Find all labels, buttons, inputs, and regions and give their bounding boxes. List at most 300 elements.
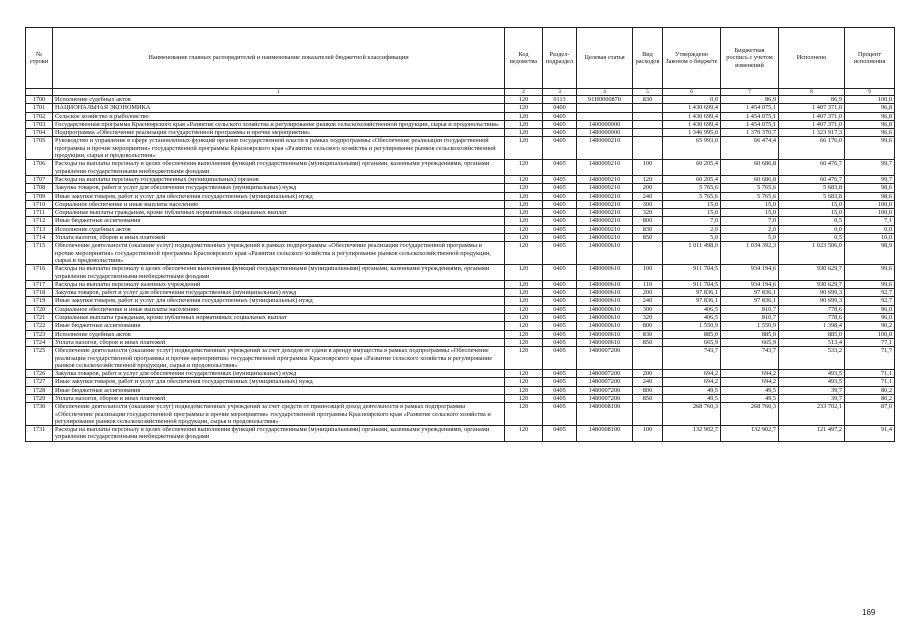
target-article: 1480000610: [577, 289, 633, 297]
dept-code: 120: [505, 234, 543, 242]
column-number: 2: [505, 89, 543, 96]
planned-amount: 15,0: [721, 200, 779, 208]
approved-amount: 15,0: [663, 200, 721, 208]
table-row: [26, 305, 895, 313]
row-number: 1729: [26, 394, 53, 402]
target-article: 1480007200: [577, 378, 633, 386]
row-name: Расходы на выплаты персоналу в целях обеспечения выполнения функций государственными (муниципальными) органами, казенными учреждениями, органами управления государственными внебюджетными фондами: [53, 265, 505, 281]
section-code: 0113: [543, 96, 577, 104]
table-row: [26, 330, 895, 338]
table-row: [26, 160, 895, 176]
table-row: [26, 289, 895, 297]
expense-type: [633, 120, 663, 128]
executed-amount: 121 497,2: [779, 426, 845, 442]
planned-amount: 694,2: [721, 378, 779, 386]
expense-type: 830: [633, 330, 663, 338]
planned-amount: 60 686,8: [721, 175, 779, 183]
approved-amount: 2,0: [663, 225, 721, 233]
section-code: 0405: [543, 322, 577, 330]
header-percent: Процент исполнения: [845, 28, 895, 89]
expense-type: [633, 104, 663, 112]
section-code: 0405: [543, 305, 577, 313]
target-article: 1480000210: [577, 160, 633, 176]
column-number: 8: [779, 89, 845, 96]
dept-code: 120: [505, 217, 543, 225]
column-number: 5: [633, 89, 663, 96]
dept-code: 120: [505, 184, 543, 192]
header-section: Раздел-подраздел: [543, 28, 577, 89]
expense-type: 850: [633, 338, 663, 346]
planned-amount: 743,7: [721, 347, 779, 370]
dept-code: 120: [505, 225, 543, 233]
approved-amount: 1 550,9: [663, 322, 721, 330]
executed-amount: 0,0: [779, 225, 845, 233]
execution-percent: 100,0: [845, 209, 895, 217]
executed-amount: 778,6: [779, 314, 845, 322]
executed-amount: 90 699,3: [779, 289, 845, 297]
expense-type: 240: [633, 297, 663, 305]
row-name: Государственная программа Красноярского края «Развитие сельского хозяйства и регулирование рынков сельскохозяйственной продукции, сырья и продовольствия»: [53, 120, 505, 128]
executed-amount: 778,6: [779, 305, 845, 313]
approved-amount: 5,0: [663, 234, 721, 242]
table-row: [26, 217, 895, 225]
table-row: [26, 370, 895, 378]
target-article: 1480000210: [577, 184, 633, 192]
row-number: 1707: [26, 175, 53, 183]
table-header-row: [26, 28, 895, 89]
expense-type: 800: [633, 386, 663, 394]
approved-amount: 49,5: [663, 394, 721, 402]
execution-percent: 7,1: [845, 217, 895, 225]
approved-amount: 1 011 498,0: [663, 242, 721, 265]
executed-amount: 233 702,1: [779, 403, 845, 426]
execution-percent: 96,0: [845, 305, 895, 313]
executed-amount: 493,5: [779, 378, 845, 386]
row-number: 1722: [26, 322, 53, 330]
row-name: Расходы на выплаты персоналу государственных (муниципальных) органов: [53, 175, 505, 183]
row-name: Социальное обеспечение и иные выплаты населению: [53, 200, 505, 208]
table-row: [26, 209, 895, 217]
table-row: [26, 386, 895, 394]
table-row: [26, 234, 895, 242]
executed-amount: 1 323 917,3: [779, 129, 845, 137]
section-code: 0405: [543, 184, 577, 192]
planned-amount: 810,7: [721, 305, 779, 313]
table-row: [26, 338, 895, 346]
execution-percent: 98,6: [845, 192, 895, 200]
dept-code: 120: [505, 265, 543, 281]
planned-amount: 86,9: [721, 96, 779, 104]
target-article: 1480000610: [577, 322, 633, 330]
execution-percent: 10,0: [845, 234, 895, 242]
section-code: 0405: [543, 347, 577, 370]
row-number: 1702: [26, 112, 53, 120]
table-row: [26, 403, 895, 426]
section-code: 0405: [543, 370, 577, 378]
row-number: 1716: [26, 265, 53, 281]
dept-code: 120: [505, 330, 543, 338]
section-code: 0405: [543, 137, 577, 160]
table-row: [26, 322, 895, 330]
executed-amount: 0,5: [779, 234, 845, 242]
header-target-article: Целевая статья: [577, 28, 633, 89]
expense-type: 300: [633, 305, 663, 313]
target-article: 1400000000: [577, 120, 633, 128]
budget-execution-table: [25, 27, 895, 442]
row-name: Иные бюджетные ассигнования: [53, 386, 505, 394]
executed-amount: 86,9: [779, 96, 845, 104]
planned-amount: 2,0: [721, 225, 779, 233]
approved-amount: 1 430 699,4: [663, 112, 721, 120]
target-article: [577, 112, 633, 120]
execution-percent: 96,6: [845, 129, 895, 137]
planned-amount: 5,0: [721, 234, 779, 242]
planned-amount: 1 454 075,1: [721, 120, 779, 128]
expense-type: 800: [633, 217, 663, 225]
table-row: [26, 314, 895, 322]
planned-amount: 934 194,6: [721, 265, 779, 281]
executed-amount: 5 683,8: [779, 192, 845, 200]
row-name: Обеспечение деятельности (оказание услуг) подведомственных учреждений в рамках подпрограммы «Обеспечение реализации государственной программы и прочие мероприятия» государственной программы Красноярского края «Развитие сельского хозяйства и регулирование рынков сельскохозяйственной продукции, сырья и продовольствия»: [53, 242, 505, 265]
planned-amount: 60 686,8: [721, 160, 779, 176]
header-approved: Утверждено Законом о бюджете: [663, 28, 721, 89]
header-planned: Бюджетная роспись с учетом изменений: [721, 28, 779, 89]
dept-code: 120: [505, 129, 543, 137]
row-number: 1718: [26, 289, 53, 297]
target-article: 1480000210: [577, 175, 633, 183]
header-row-number: № строки: [26, 28, 53, 89]
row-name: Социальные выплаты гражданам, кроме публичных нормативных социальных выплат: [53, 209, 505, 217]
expense-type: [633, 112, 663, 120]
expense-type: 200: [633, 289, 663, 297]
executed-amount: 60 476,7: [779, 175, 845, 183]
planned-amount: 665,9: [721, 338, 779, 346]
target-article: 1480000210: [577, 137, 633, 160]
column-number: 4: [577, 89, 633, 96]
section-code: 0405: [543, 160, 577, 176]
table-row: [26, 378, 895, 386]
table-row: [26, 192, 895, 200]
execution-percent: 100,0: [845, 330, 895, 338]
section-code: 0405: [543, 112, 577, 120]
executed-amount: 60 476,7: [779, 160, 845, 176]
approved-amount: 694,2: [663, 378, 721, 386]
row-number: 1708: [26, 184, 53, 192]
approved-amount: 406,5: [663, 305, 721, 313]
target-article: 1480007200: [577, 370, 633, 378]
row-name: Уплата налогов, сборов и иных платежей: [53, 234, 505, 242]
header-expense-type: Вид расходов: [633, 28, 663, 89]
executed-amount: 1 398,4: [779, 322, 845, 330]
expense-type: 200: [633, 184, 663, 192]
approved-amount: 694,2: [663, 370, 721, 378]
section-code: 0405: [543, 265, 577, 281]
expense-type: 800: [633, 322, 663, 330]
execution-percent: 99,6: [845, 137, 895, 160]
dept-code: 120: [505, 386, 543, 394]
executed-amount: 513,4: [779, 338, 845, 346]
dept-code: 120: [505, 112, 543, 120]
approved-amount: 65 993,0: [663, 137, 721, 160]
planned-amount: 810,7: [721, 314, 779, 322]
target-article: 1480000210: [577, 200, 633, 208]
execution-percent: 80,2: [845, 394, 895, 402]
executed-amount: 39,7: [779, 394, 845, 402]
column-number: 3: [543, 89, 577, 96]
section-code: 0405: [543, 314, 577, 322]
planned-amount: 15,0: [721, 209, 779, 217]
expense-type: 850: [633, 394, 663, 402]
column-number: 9: [845, 89, 895, 96]
approved-amount: 0,0: [663, 96, 721, 104]
table-row: [26, 175, 895, 183]
row-name: Закупка товаров, работ и услуг для обеспечения государственных (муниципальных) нужд: [53, 289, 505, 297]
row-name: Расходы на выплаты персоналу в целях обеспечения выполнения функций государственными (муниципальными) органами, казенными учреждениями, органами управления государственными внебюджетными фондами: [53, 160, 505, 176]
dept-code: 120: [505, 160, 543, 176]
target-article: 1480000610: [577, 305, 633, 313]
row-number: 1725: [26, 347, 53, 370]
target-article: 1480000210: [577, 209, 633, 217]
section-code: 0405: [543, 217, 577, 225]
section-code: 0405: [543, 338, 577, 346]
section-code: 0405: [543, 426, 577, 442]
table-row: [26, 426, 895, 442]
table-row: [26, 129, 895, 137]
row-name: Обеспечение деятельности (оказание услуг) подведомственных учреждений за счет доходов от сдачи в аренду имущества в рамках подпрограммы «Обеспечение реализации государственной программы и прочие мероприятия» государственной программы Красноярского края «Развитие сельского хозяйства и регулирование рынков сельскохозяйственной продукции, сырья и продовольствия»: [53, 347, 505, 370]
row-name: Закупка товаров, работ и услуг для обеспечения государственных (муниципальных) нужд: [53, 370, 505, 378]
target-article: 1480007200: [577, 347, 633, 370]
row-number: 1727: [26, 378, 53, 386]
section-code: 0405: [543, 289, 577, 297]
execution-percent: 99,7: [845, 160, 895, 176]
row-number: 1724: [26, 338, 53, 346]
executed-amount: 1 407 371,0: [779, 104, 845, 112]
execution-percent: 100,0: [845, 96, 895, 104]
approved-amount: 1 430 699,4: [663, 104, 721, 112]
target-article: 1480000210: [577, 234, 633, 242]
section-code: 0405: [543, 242, 577, 265]
row-name: Исполнение судебных актов: [53, 225, 505, 233]
expense-type: 100: [633, 265, 663, 281]
executed-amount: 39,7: [779, 386, 845, 394]
execution-percent: 80,2: [845, 386, 895, 394]
planned-amount: 7,0: [721, 217, 779, 225]
planned-amount: 97 836,1: [721, 289, 779, 297]
table-row: [26, 297, 895, 305]
target-article: 1480008100: [577, 403, 633, 426]
executed-amount: 15,0: [779, 209, 845, 217]
section-code: 0405: [543, 200, 577, 208]
column-number: 6: [663, 89, 721, 96]
execution-percent: 99,6: [845, 265, 895, 281]
column-number: 1: [53, 89, 505, 96]
execution-percent: 96,8: [845, 104, 895, 112]
executed-amount: 533,2: [779, 347, 845, 370]
row-number: 1705: [26, 137, 53, 160]
section-code: 0405: [543, 403, 577, 426]
planned-amount: 5 765,6: [721, 192, 779, 200]
approved-amount: 5 765,6: [663, 192, 721, 200]
table-row: [26, 265, 895, 281]
header-executed: Исполнено: [779, 28, 845, 89]
header-dept-code: Код ведомства: [505, 28, 543, 89]
row-name: Исполнение судебных актов: [53, 96, 505, 104]
executed-amount: 0,5: [779, 217, 845, 225]
approved-amount: 7,0: [663, 217, 721, 225]
expense-type: 850: [633, 234, 663, 242]
dept-code: 120: [505, 137, 543, 160]
approved-amount: 97 836,1: [663, 289, 721, 297]
section-code: 0405: [543, 225, 577, 233]
approved-amount: 911 704,5: [663, 265, 721, 281]
section-code: 0405: [543, 394, 577, 402]
row-number: 1700: [26, 96, 53, 104]
execution-percent: 90,2: [845, 322, 895, 330]
dept-code: 120: [505, 338, 543, 346]
planned-amount: 97 836,1: [721, 297, 779, 305]
row-name: Расходы на выплаты персоналу в целях обеспечения выполнения функций государственными (муниципальными) органами, казенными учреждениями, органами управления государственными внебюджетными фондами: [53, 426, 505, 442]
planned-amount: 49,5: [721, 394, 779, 402]
approved-amount: 268 760,3: [663, 403, 721, 426]
page-number: 169: [862, 608, 876, 617]
table-row: [26, 120, 895, 128]
row-number: 1726: [26, 370, 53, 378]
dept-code: 120: [505, 378, 543, 386]
planned-amount: 268 760,3: [721, 403, 779, 426]
row-name: Руководство и управление в сфере установленных функций органов государственной власти в рамках подпрограммы «Обеспечение реализации государственной программы и прочие мероприятия» государственной программы Красноярского края «Развитие сельского хозяйства и регулирование рынков сельскохозяйственной продукции, сырья и продовольствия»: [53, 137, 505, 160]
executed-amount: 493,5: [779, 370, 845, 378]
planned-amount: 934 194,6: [721, 280, 779, 288]
section-code: 0405: [543, 280, 577, 288]
executed-amount: 930 629,7: [779, 265, 845, 281]
row-number: 1710: [26, 200, 53, 208]
target-article: 1480000210: [577, 192, 633, 200]
target-article: 1480000000: [577, 129, 633, 137]
target-article: [577, 104, 633, 112]
planned-amount: 1 034 392,3: [721, 242, 779, 265]
executed-amount: 66 176,0: [779, 137, 845, 160]
approved-amount: 665,9: [663, 338, 721, 346]
section-code: 0400: [543, 104, 577, 112]
approved-amount: 743,7: [663, 347, 721, 370]
row-number: 1713: [26, 225, 53, 233]
row-number: 1701: [26, 104, 53, 112]
row-name: Обеспечение деятельности (оказание услуг) подведомственных учреждений за счет средств от приносящей доход деятельности в рамках подпрограммы «Обеспечение реализации государственной программы и прочие мероприятия» государственной программы Красноярского края «Развитие сельского хозяйства и регулирование рынков сельскохозяйственной продукции, сырья и продовольствия»: [53, 403, 505, 426]
expense-type: [633, 129, 663, 137]
target-article: 1480000210: [577, 225, 633, 233]
section-code: 0405: [543, 234, 577, 242]
dept-code: 120: [505, 370, 543, 378]
table-row: [26, 184, 895, 192]
table-row: [26, 200, 895, 208]
section-code: 0405: [543, 330, 577, 338]
target-article: 1480000610: [577, 280, 633, 288]
dept-code: 120: [505, 403, 543, 426]
approved-amount: 97 836,1: [663, 297, 721, 305]
executed-amount: 90 699,3: [779, 297, 845, 305]
expense-type: 240: [633, 192, 663, 200]
expense-type: 100: [633, 426, 663, 442]
section-code: 0405: [543, 120, 577, 128]
table-row: [26, 96, 895, 104]
executed-amount: 885,0: [779, 330, 845, 338]
section-code: 0405: [543, 378, 577, 386]
approved-amount: 1 346 995,0: [663, 129, 721, 137]
table-row: [26, 242, 895, 265]
expense-type: 320: [633, 314, 663, 322]
target-article: 1480000610: [577, 314, 633, 322]
row-name: Социальное обеспечение и иные выплаты населению: [53, 305, 505, 313]
dept-code: 120: [505, 175, 543, 183]
dept-code: 120: [505, 305, 543, 313]
executed-amount: 1 023 506,0: [779, 242, 845, 265]
row-name: Закупка товаров, работ и услуг для обеспечения государственных (муниципальных) нужд: [53, 184, 505, 192]
row-name: Расходы на выплаты персоналу казенных учреждений: [53, 280, 505, 288]
execution-percent: 92,7: [845, 297, 895, 305]
row-number: 1720: [26, 305, 53, 313]
dept-code: 120: [505, 200, 543, 208]
executed-amount: 1 407 371,0: [779, 112, 845, 120]
row-number: 1731: [26, 426, 53, 442]
table-row: [26, 104, 895, 112]
column-number-row: [26, 89, 895, 96]
execution-percent: 98,6: [845, 184, 895, 192]
planned-amount: 1 454 075,1: [721, 112, 779, 120]
row-number: 1728: [26, 386, 53, 394]
expense-type: [633, 347, 663, 370]
section-code: 0405: [543, 297, 577, 305]
dept-code: 120: [505, 394, 543, 402]
approved-amount: 60 205,4: [663, 160, 721, 176]
row-number: 1717: [26, 280, 53, 288]
expense-type: 200: [633, 370, 663, 378]
execution-percent: 92,7: [845, 289, 895, 297]
row-number: 1723: [26, 330, 53, 338]
row-name: Иные закупки товаров, работ и услуг для обеспечения государственных (муниципальных) нужд: [53, 378, 505, 386]
execution-percent: 100,0: [845, 200, 895, 208]
approved-amount: 406,5: [663, 314, 721, 322]
planned-amount: 66 474,4: [721, 137, 779, 160]
section-code: 0405: [543, 192, 577, 200]
approved-amount: 132 902,7: [663, 426, 721, 442]
expense-type: [633, 403, 663, 426]
table-row: [26, 137, 895, 160]
execution-percent: 87,0: [845, 403, 895, 426]
row-name: Иные бюджетные ассигнования: [53, 322, 505, 330]
table-row: [26, 225, 895, 233]
row-name: Сельское хозяйство и рыболовство: [53, 112, 505, 120]
approved-amount: 60 205,4: [663, 175, 721, 183]
execution-percent: 71,1: [845, 378, 895, 386]
planned-amount: 5 765,6: [721, 184, 779, 192]
planned-amount: 1 550,9: [721, 322, 779, 330]
row-number: 1715: [26, 242, 53, 265]
row-number: 1711: [26, 209, 53, 217]
row-name: Иные закупки товаров, работ и услуг для обеспечения государственных (муниципальных) нужд: [53, 297, 505, 305]
row-number: 1709: [26, 192, 53, 200]
section-code: 0405: [543, 209, 577, 217]
target-article: 1480008100: [577, 426, 633, 442]
table-row: [26, 347, 895, 370]
column-number: [26, 89, 53, 96]
planned-amount: 885,0: [721, 330, 779, 338]
dept-code: 120: [505, 104, 543, 112]
dept-code: 120: [505, 280, 543, 288]
approved-amount: 15,0: [663, 209, 721, 217]
execution-percent: 96,8: [845, 112, 895, 120]
execution-percent: 96,0: [845, 314, 895, 322]
row-number: 1706: [26, 160, 53, 176]
